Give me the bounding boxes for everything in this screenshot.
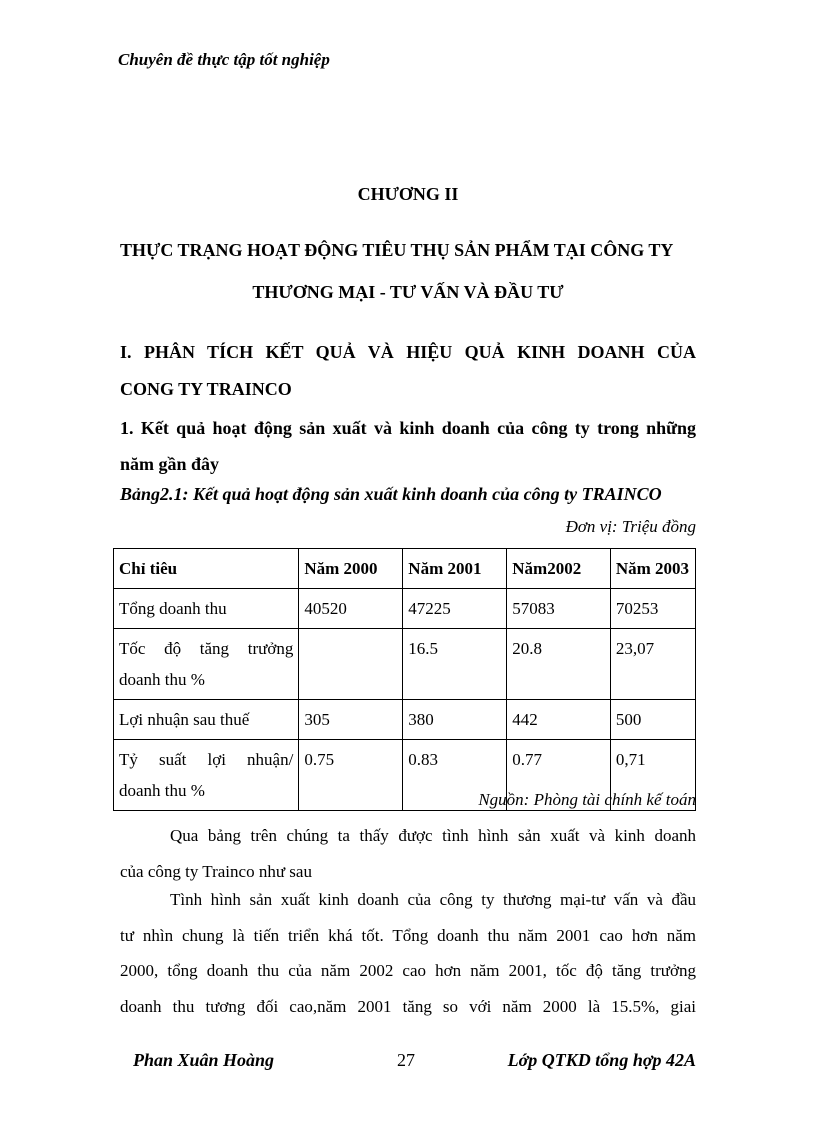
paragraph-line: tư nhìn chung là tiến triển khá tốt. Tổng doanh thu năm 2001 cao hơn năm bbox=[120, 925, 696, 945]
table-cell: 47225 bbox=[403, 589, 507, 629]
row-label: Tổng doanh thu bbox=[114, 589, 299, 629]
paragraph-line: 2000, tổng doanh thu của năm 2002 cao hơn năm 2001, tốc độ tăng trưởng bbox=[120, 961, 696, 980]
table-header-row bbox=[114, 549, 696, 589]
table-cell: 40520 bbox=[299, 589, 403, 629]
header-cell: Năm 2001 bbox=[403, 549, 507, 589]
row-label: Lợi nhuận sau thuế bbox=[114, 700, 299, 740]
table-cell: 500 bbox=[610, 700, 695, 740]
table-cell: 442 bbox=[507, 700, 611, 740]
row-label-line1: Tỷ suất lợi nhuận/ bbox=[119, 750, 294, 769]
table-cell: 0,71 bbox=[610, 740, 695, 811]
table-row bbox=[114, 589, 696, 629]
table-cell: 20.8 bbox=[507, 629, 611, 700]
body-paragraph-2 bbox=[120, 882, 696, 1024]
table-cell: 0.75 bbox=[299, 740, 403, 811]
table-cell: 16.5 bbox=[403, 629, 507, 700]
chapter-title-line1: THỰC TRẠNG HOẠT ĐỘNG TIÊU THỤ SẢN PHẨM TẠI CÔNG TY bbox=[120, 240, 674, 260]
table-row bbox=[114, 700, 696, 740]
header-cell: Năm 2003 bbox=[610, 549, 695, 589]
section-heading bbox=[120, 334, 696, 408]
paragraph-line: của công ty Trainco như sau bbox=[120, 861, 312, 881]
chapter-title-line2: THƯƠNG MẠI - TƯ VẤN VÀ ĐẦU TƯ bbox=[252, 282, 564, 302]
table-cell: 380 bbox=[403, 700, 507, 740]
table-cell bbox=[299, 629, 403, 700]
row-label-line2: doanh thu % bbox=[119, 670, 205, 689]
header-cell: Năm 2000 bbox=[299, 549, 403, 589]
results-table bbox=[113, 548, 696, 811]
subsection-heading-line2: năm gần đây bbox=[120, 454, 220, 474]
row-label-line2: doanh thu % bbox=[119, 781, 205, 800]
header-cell: Chỉ tiêu bbox=[114, 549, 299, 589]
row-label bbox=[114, 740, 299, 811]
footer-class: Lớp QTKD tổng hợp 42A bbox=[507, 1050, 696, 1070]
subsection-heading bbox=[120, 410, 696, 482]
table-caption: Bảng2.1: Kết quả hoạt động sản xuất kinh doanh của công ty TRAINCO bbox=[120, 484, 662, 504]
row-label bbox=[114, 629, 299, 700]
paragraph-line: doanh thu tương đối cao,năm 2001 tăng so với năm 2000 là 15.5%, giai bbox=[120, 996, 696, 1016]
table-source: Nguồn: Phòng tài chính kế toán bbox=[478, 790, 696, 809]
subsection-heading-line1: 1. Kết quả hoạt động sản xuất và kinh doanh của công ty trong những bbox=[120, 418, 696, 438]
paragraph-line: Qua bảng trên chúng ta thấy được tình hình sản xuất và kinh doanh bbox=[170, 826, 696, 845]
table-cell: 0.77 bbox=[507, 740, 611, 811]
paragraph-line: Tình hình sản xuất kinh doanh của công ty thương mại-tư vấn và đầu bbox=[170, 890, 696, 909]
header-cell: Năm2002 bbox=[507, 549, 611, 589]
table-cell: 57083 bbox=[507, 589, 611, 629]
table-row bbox=[114, 629, 696, 700]
section-heading-line2: CONG TY TRAINCO bbox=[120, 379, 292, 399]
table-cell: 305 bbox=[299, 700, 403, 740]
chapter-label: CHƯƠNG II bbox=[357, 184, 459, 204]
table-cell: 0.83 bbox=[403, 740, 507, 811]
row-label-line1: Tốc độ tăng trưởng bbox=[119, 639, 294, 658]
table-unit: Đơn vị: Triệu đồng bbox=[565, 517, 696, 536]
table-cell: 23,07 bbox=[610, 629, 695, 700]
body-paragraph-1 bbox=[120, 818, 696, 889]
page-number: 27 bbox=[397, 1050, 415, 1070]
running-header: Chuyên đề thực tập tốt nghiệp bbox=[118, 50, 330, 69]
section-heading-line1: I. PHÂN TÍCH KẾT QUẢ VÀ HIỆU QUẢ KINH DOANH CỦA bbox=[120, 342, 696, 362]
table-cell: 70253 bbox=[610, 589, 695, 629]
footer-author: Phan Xuân Hoàng bbox=[133, 1050, 275, 1070]
